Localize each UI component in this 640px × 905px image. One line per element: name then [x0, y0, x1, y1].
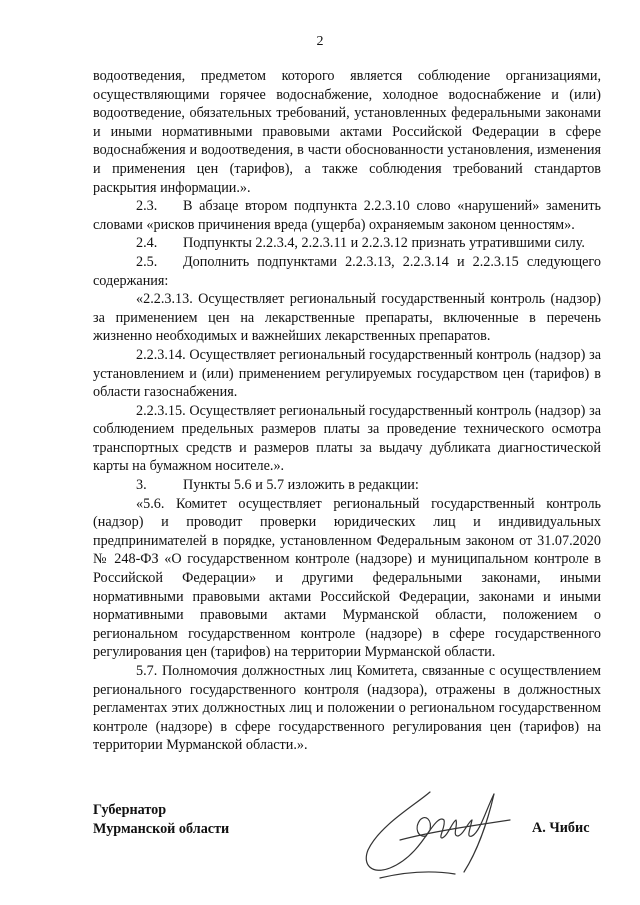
item-text: Подпункты 2.2.3.4, 2.2.3.11 и 2.2.3.12 признать утратившими силу.	[183, 235, 585, 252]
item-3	[93, 476, 601, 495]
item-text: Пункты 5.6 и 5.7 изложить в редакции:	[183, 477, 419, 494]
handwritten-signature	[360, 780, 525, 890]
item-text: В абзаце втором подпункта 2.2.3.10 слово «нарушений» заменить словами «рисков причинения вреда (ущерба) охраняемым законом ценностям».	[93, 198, 601, 233]
item-text: Дополнить подпунктами 2.2.3.13, 2.2.3.14 и 2.2.3.15 следующего содержания:	[93, 253, 601, 289]
item-number: 2.5.	[136, 253, 158, 270]
subitem-2-2-3-14: 2.2.3.14. Осуществляет региональный государственный контроль (надзор) за установлением и (или) применением регулируемых государством цен (тарифов) в области газоснабжения.	[93, 346, 601, 401]
signatory-name: А. Чибис	[532, 820, 590, 836]
item-number: 3.	[136, 477, 147, 494]
signatory-title	[93, 801, 229, 839]
document-body	[93, 67, 601, 755]
signatory-title-line2: Мурманской области	[93, 821, 230, 837]
clause-5-6: «5.6. Комитет осуществляет региональный государственный контроль (надзор) и проводит проверки юридических лиц и индивидуальных предпринимателей в порядке, установленном Федеральным законом от 31.07.2020 № 248-ФЗ «О государственном контроле (надзоре) и муниципальном контроле в Российской Федерации» и другими федеральными законами, иными нормативными правовыми актами Российской Федерации, законами и иными нормативными правовыми актами Мурманской области, положением о региональном государственном контроле (надзоре) в сфере государственного регулирования цен (тарифов) на территории Мурманской области.	[93, 495, 601, 661]
item-number: 2.3.	[136, 198, 158, 215]
item-2-3	[93, 197, 601, 234]
item-number: 2.4.	[136, 235, 158, 252]
paragraph-continuation: водоотведения, предметом которого является соблюдение организациями, осуществляющими горячее водоснабжение, холодное водоснабжение и (или) водоотведение, обязательных требований, установленных федеральными законами и иными нормативными правовыми актами Российской Федерации в сфере водоснабжения и водоотведения, в части обоснованности установления, изменения и применения цен (тарифов), а также соблюдения требований стандартов раскрытия информации.».	[93, 68, 601, 196]
page-number: 2	[316, 34, 324, 49]
item-2-5	[93, 253, 601, 290]
signatory-title-line1: Губернатор	[93, 802, 167, 818]
item-2-4	[93, 234, 601, 253]
subitem-2-2-3-15: 2.2.3.15. Осуществляет региональный государственный контроль (надзор) за соблюдением предельных размеров платы за проведение технического осмотра транспортных средств и размеров платы за выдачу дубликата диагностической карты на бумажном носителе.».	[93, 402, 601, 475]
subitem-2-2-3-13: «2.2.3.13. Осуществляет региональный государственный контроль (надзор) за применением цен на лекарственные препараты, включенные в перечень жизненно необходимых и важнейших лекарственных препаратов.	[93, 291, 601, 345]
clause-5-7: 5.7. Полномочия должностных лиц Комитета, связанные с осуществлением регионального государственного контроля (надзора), отражены в должностных регламентах этих должностных лиц и положении о региональном государственном контроле (надзоре) в сфере государственного регулирования цен (тарифов) на территории Мурманской области.».	[93, 663, 601, 754]
